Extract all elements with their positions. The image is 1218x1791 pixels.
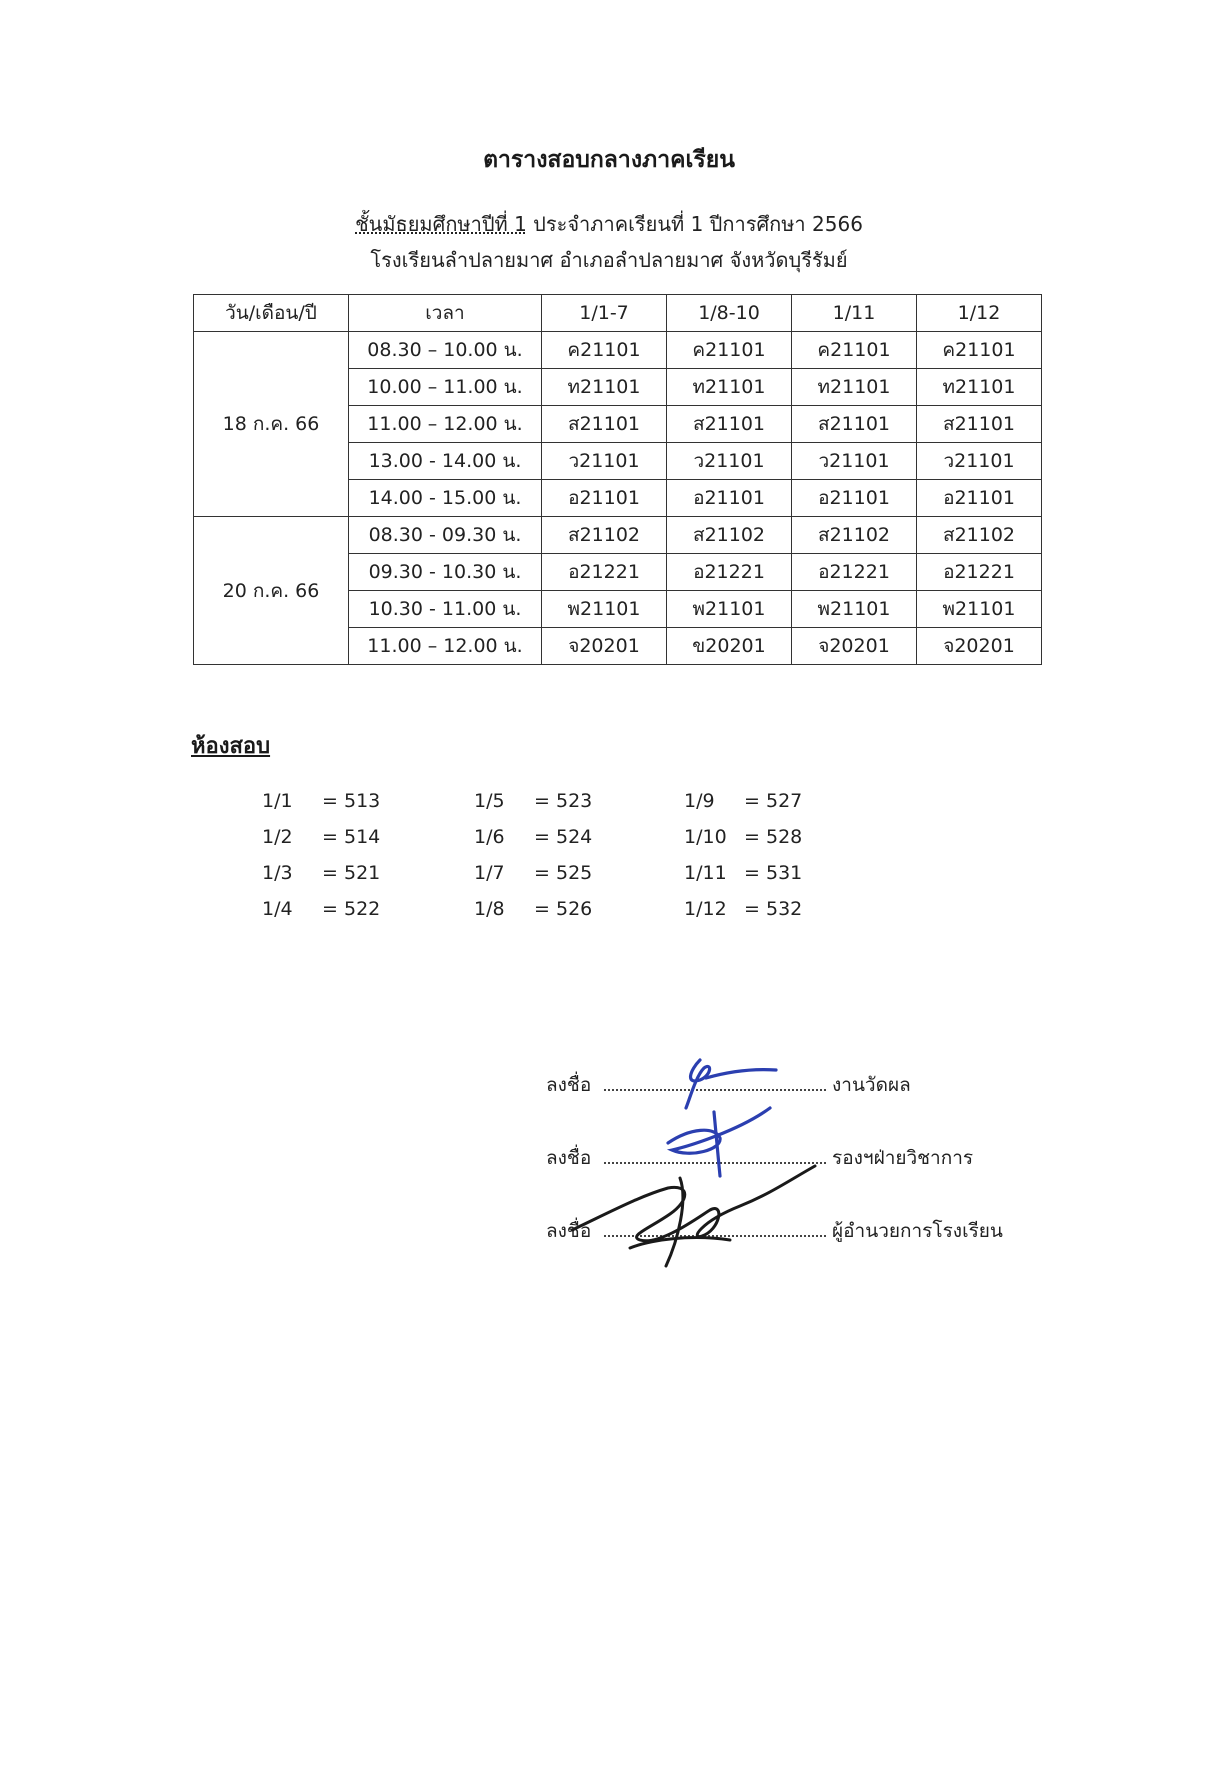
time-cell: 10.00 – 11.00 น.	[349, 369, 542, 406]
header-class-1-11: 1/11	[792, 295, 917, 332]
table-row	[194, 332, 1042, 369]
level-line	[0, 208, 1218, 240]
list-item	[684, 898, 816, 934]
time-cell: 11.00 – 12.00 น.	[349, 406, 542, 443]
subject-cell: อ21101	[792, 480, 917, 517]
subject-cell: ท21101	[917, 369, 1042, 406]
room-class: 1/10	[684, 826, 727, 848]
room-number: 527	[766, 790, 803, 812]
exam-schedule-table	[193, 294, 1042, 665]
subject-cell: ข20201	[667, 628, 792, 665]
date-cell: 18 ก.ค. 66	[194, 332, 349, 517]
subject-cell: อ21221	[667, 554, 792, 591]
signature-label: ลงชื่อ	[546, 1147, 592, 1169]
room-number: 532	[766, 898, 803, 920]
subject-cell: ท21101	[667, 369, 792, 406]
time-cell: 08.30 – 10.00 น.	[349, 332, 542, 369]
subject-cell: ส21101	[917, 406, 1042, 443]
subject-cell: พ21101	[667, 591, 792, 628]
header-date: วัน/เดือน/ปี	[194, 295, 349, 332]
subject-cell: ว21101	[917, 443, 1042, 480]
subject-cell: ว21101	[542, 443, 667, 480]
signature-role: รองฯฝ่ายวิชาการ	[832, 1147, 974, 1169]
time-cell: 08.30 - 09.30 น.	[349, 517, 542, 554]
subject-cell: จ20201	[917, 628, 1042, 665]
subject-cell: ท21101	[542, 369, 667, 406]
table-row	[194, 517, 1042, 554]
signature-role: งานวัดผล	[832, 1074, 911, 1096]
school-line: โรงเรียนลำปลายมาศ อำเภอลำปลายมาศ จังหวัดบุรีรัมย์	[370, 248, 848, 272]
signature-dotted-line	[604, 1071, 826, 1091]
room-number: 523	[556, 790, 593, 812]
subject-cell: จ20201	[542, 628, 667, 665]
equals-sign: =	[744, 898, 760, 920]
subject-cell: ว21101	[792, 443, 917, 480]
equals-sign: =	[322, 790, 338, 812]
signature-line-director	[546, 1216, 1003, 1246]
equals-sign: =	[322, 898, 338, 920]
room-number: 524	[556, 826, 593, 848]
subject-cell: ส21102	[917, 517, 1042, 554]
subject-cell: ท21101	[792, 369, 917, 406]
signature-role: ผู้อำนวยการโรงเรียน	[832, 1220, 1003, 1242]
time-cell: 09.30 - 10.30 น.	[349, 554, 542, 591]
room-class: 1/9	[684, 790, 715, 812]
level-suffix: ประจำภาคเรียนที่ 1 ปีการศึกษา 2566	[533, 212, 863, 236]
room-class: 1/3	[262, 862, 293, 884]
room-number: 514	[344, 826, 381, 848]
subject-cell: ว21101	[667, 443, 792, 480]
signature-label: ลงชื่อ	[546, 1074, 592, 1096]
equals-sign: =	[744, 790, 760, 812]
room-class: 1/6	[474, 826, 505, 848]
room-class: 1/1	[262, 790, 293, 812]
signature-dotted-line	[604, 1217, 826, 1237]
room-list-column-1	[262, 790, 394, 934]
subject-cell: ส21102	[542, 517, 667, 554]
subject-cell: อ21101	[667, 480, 792, 517]
room-list-column-2	[474, 790, 606, 934]
subject-cell: ส21101	[667, 406, 792, 443]
signature-line-academic-deputy	[546, 1143, 973, 1173]
time-cell: 10.30 - 11.00 น.	[349, 591, 542, 628]
list-item	[262, 790, 394, 826]
room-class: 1/8	[474, 898, 505, 920]
list-item	[262, 826, 394, 862]
room-number: 528	[766, 826, 803, 848]
signature-label: ลงชื่อ	[546, 1220, 592, 1242]
subject-cell: ค21101	[667, 332, 792, 369]
room-class: 1/2	[262, 826, 293, 848]
header-class-1-1-7: 1/1-7	[542, 295, 667, 332]
document-title: ตารางสอบกลางภาคเรียน	[483, 147, 735, 173]
subject-cell: ค21101	[792, 332, 917, 369]
subject-cell: พ21101	[542, 591, 667, 628]
equals-sign: =	[744, 862, 760, 884]
room-number: 525	[556, 862, 593, 884]
room-class: 1/7	[474, 862, 505, 884]
subject-cell: ส21101	[792, 406, 917, 443]
table-header-row	[194, 295, 1042, 332]
list-item	[262, 898, 394, 934]
subject-cell: ส21102	[792, 517, 917, 554]
room-number: 521	[344, 862, 381, 884]
room-heading: ห้องสอบ	[191, 734, 271, 759]
equals-sign: =	[534, 898, 550, 920]
list-item	[474, 826, 606, 862]
equals-sign: =	[534, 862, 550, 884]
time-cell: 11.00 – 12.00 น.	[349, 628, 542, 665]
list-item	[474, 790, 606, 826]
equals-sign: =	[534, 790, 550, 812]
subject-cell: อ21101	[917, 480, 1042, 517]
room-number: 531	[766, 862, 803, 884]
list-item	[684, 790, 816, 826]
subject-cell: ค21101	[917, 332, 1042, 369]
subject-cell: อ21221	[542, 554, 667, 591]
room-class: 1/4	[262, 898, 293, 920]
signature-line-evaluation	[546, 1070, 911, 1100]
subject-cell: พ21101	[792, 591, 917, 628]
subject-cell: จ20201	[792, 628, 917, 665]
room-number: 526	[556, 898, 593, 920]
time-cell: 13.00 - 14.00 น.	[349, 443, 542, 480]
room-class: 1/5	[474, 790, 505, 812]
equals-sign: =	[322, 826, 338, 848]
time-cell: 14.00 - 15.00 น.	[349, 480, 542, 517]
subject-cell: ส21102	[667, 517, 792, 554]
list-item	[474, 862, 606, 898]
equals-sign: =	[744, 826, 760, 848]
level-prefix: ชั้นมัธยมศึกษาปีที่ 1	[355, 212, 527, 236]
room-number: 513	[344, 790, 381, 812]
room-class: 1/11	[684, 862, 727, 884]
date-cell: 20 ก.ค. 66	[194, 517, 349, 665]
header-time: เวลา	[349, 295, 542, 332]
subject-cell: อ21221	[917, 554, 1042, 591]
list-item	[262, 862, 394, 898]
subject-cell: อ21101	[542, 480, 667, 517]
list-item	[684, 862, 816, 898]
subject-cell: ส21101	[542, 406, 667, 443]
room-class: 1/12	[684, 898, 727, 920]
list-item	[474, 898, 606, 934]
equals-sign: =	[322, 862, 338, 884]
equals-sign: =	[534, 826, 550, 848]
header-class-1-12: 1/12	[917, 295, 1042, 332]
signature-dotted-line	[604, 1144, 826, 1164]
room-number: 522	[344, 898, 381, 920]
list-item	[684, 826, 816, 862]
subject-cell: พ21101	[917, 591, 1042, 628]
room-list-column-3	[684, 790, 816, 934]
subject-cell: ค21101	[542, 332, 667, 369]
header-class-1-8-10: 1/8-10	[667, 295, 792, 332]
subject-cell: อ21221	[792, 554, 917, 591]
